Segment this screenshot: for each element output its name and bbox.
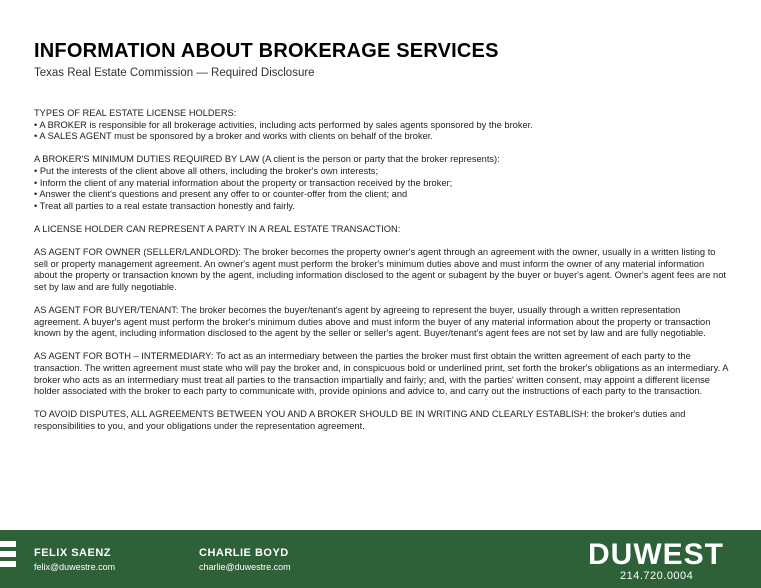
can-represent-heading: A LICENSE HOLDER CAN REPRESENT A PARTY IN A REAL ESTATE TRANSACTION: — [34, 223, 401, 234]
duty-bullet: • Inform the client of any material information about the property or transaction received by the broker; — [34, 177, 453, 188]
disclosure-body — [34, 108, 728, 444]
disputes-paragraph: TO AVOID DISPUTES, ALL AGREEMENTS BETWEEN YOU AND A BROKER SHOULD BE IN WRITING AND CLEARLY ESTABLISH: the broker's duties and responsibilities to you, and your obligations under the representation agreement. — [34, 409, 686, 432]
buyer-agent-paragraph: AS AGENT FOR BUYER/TENANT: The broker becomes the buyer/tenant's agent by agreeing to represent the buyer, usually through a written representation agreement. A buyer's agent must perform the broker's minimum duties above and must inform the buyer of any material information about the property or transaction known by the agent, including information disclosed to the agent by the seller or seller's agent. Buyer/tenant's agent fees are not set by law and are fully negotiable. — [34, 305, 711, 339]
page-subtitle: Texas Real Estate Commission — Required Disclosure — [34, 67, 315, 79]
agent-email[interactable]: charlie@duwestre.com — [199, 562, 291, 572]
footer-bar — [0, 530, 761, 588]
agent-contact-felix — [34, 547, 115, 572]
page-title: INFORMATION ABOUT BROKERAGE SERVICES — [34, 40, 499, 62]
minimum-duties-section — [34, 154, 728, 212]
sales-agent-bullet: • A SALES AGENT must be sponsored by a broker and works with clients on behalf of the broker. — [34, 131, 433, 142]
agent-contact-charlie — [199, 547, 291, 572]
phone-number[interactable]: 214.720.0004 — [620, 570, 694, 582]
duty-bullet: • Put the interests of the client above all others, including the broker's own interests; — [34, 165, 379, 176]
license-types-heading: TYPES OF REAL ESTATE LICENSE HOLDERS: — [34, 108, 237, 118]
agent-email[interactable]: felix@duwestre.com — [34, 562, 116, 572]
brand-logo: DUWEST — [588, 538, 724, 571]
agent-name: FELIX SAENZ — [34, 547, 112, 559]
duty-bullet: • Answer the client's questions and present any offer to or counter-offer from the client; and — [34, 189, 408, 200]
minimum-duties-heading: A BROKER'S MINIMUM DUTIES REQUIRED BY LAW (A client is the person or party that the broker represents): — [34, 154, 500, 165]
intermediary-paragraph: AS AGENT FOR BOTH – INTERMEDIARY: To act as an intermediary between the parties the broker must first obtain the written agreement of each party to the transaction. The written agreement must state who will pay the broker and, in conspicuous bold or underlined print, set forth the broker's obligations as an intermediary. A broker who acts as an intermediary must treat all parties to the transaction impartially and fairly; and, with the parties' written consent, may appoint a different license holder associated with the broker to each party to communicate with, provide opinions and advice to, and carry out the instructions of each party to the transaction. — [34, 351, 728, 397]
license-types-section — [34, 108, 728, 143]
duty-bullet: • Treat all parties to a real estate transaction honestly and fairly. — [34, 200, 295, 211]
menu-bars-icon — [0, 541, 16, 571]
agent-name: CHARLIE BOYD — [199, 547, 289, 559]
owner-agent-paragraph: AS AGENT FOR OWNER (SELLER/LANDLORD): The broker becomes the property owner's agent through an agreement with the owner, usually in a written listing to sell or property management agreement. An owner's agent must perform the broker's minimum duties above and must inform the owner of any material information about the property or transaction known by the agent, including information disclosed to the agent or subagent by the buyer or buyer's agent. Owner's agent fees are not set by law and are fully negotiable. — [34, 247, 726, 292]
broker-bullet: • A BROKER is responsible for all brokerage activities, including acts performed by sales agents sponsored by the broker. — [34, 119, 533, 130]
